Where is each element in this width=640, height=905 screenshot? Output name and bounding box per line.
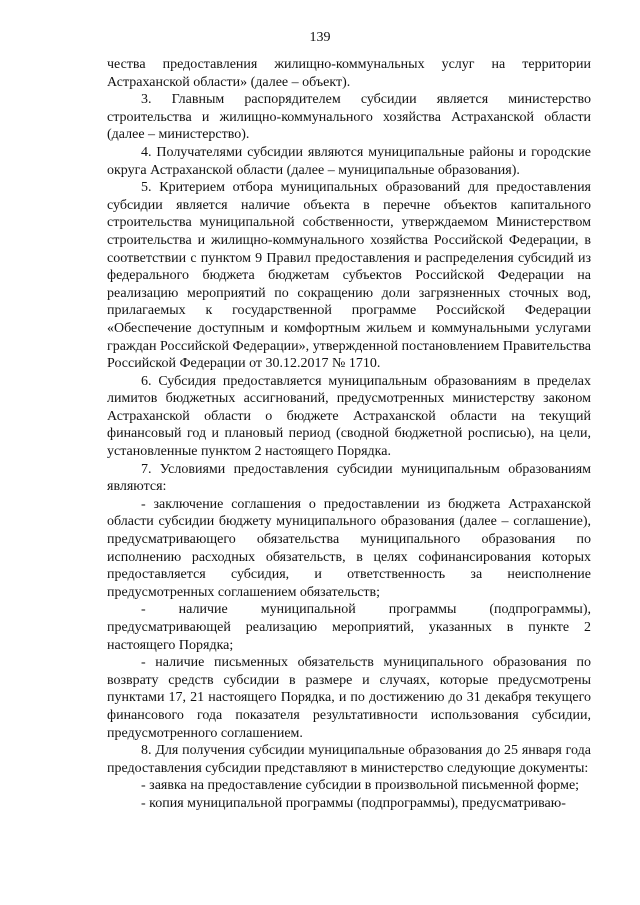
paragraph-item-3: 3. Главным распорядителем субсидии является министерство строительства и жилищно-коммунального хозяйства Астраханской области (далее – министерство). (107, 92, 591, 143)
paragraph-item-6: 6. Субсидия предоставляется муниципальным образованиям в пределах лимитов бюджетных ассигнований, предусмотренных министерству законом Астраханской области о бюджете Астраханской области на текущий финансовый год и плановый период (сводной бюджетной росписью), на цели, установленные пунктом 2 настоящего Порядка. (107, 373, 591, 460)
paragraph-continuation: чества предоставления жилищно-коммунальных услуг на территории Астраханской области» (далее – объект). (107, 57, 591, 90)
page-number: 139 (309, 30, 331, 45)
paragraph-item-5: 5. Критерием отбора муниципальных образований для предоставления субсидии является наличие объекта в перечне объектов капитального строительства муниципальной собственности, утверждаемом Министерством строительства и жилищно-коммунального хозяйства Российской Федерации, в соответствии с пунктом 9 Правил предоставления и распределения субсидий из федерального бюджета бюджетам субъектов Российской Федерации на реализацию мероприятий по сокращению доли загрязненных сточных вод, прилагаемых к государственной программе Российской Федерации «Обеспечение доступным и комфортным жильем и коммунальными услугами граждан Российской Федерации», утвержденной постановлением Правительства Российской Федерации от 30.12.2017 № 1710. (107, 180, 591, 372)
paragraph-item-7: 7. Условиями предоставления субсидии муниципальным образованиям являются: (107, 461, 591, 495)
paragraph-item-8: 8. Для получения субсидии муниципальные образования до 25 января года предоставления субсидии представляют в министерство следующие документы: (107, 743, 591, 776)
document-body (107, 56, 591, 813)
paragraph-item-4: 4. Получателями субсидии являются муниципальные районы и городские округа Астраханской области (далее – муниципальные образования). (107, 144, 591, 178)
paragraph-condition-agreement: - заключение соглашения о предоставлении из бюджета Астраханской области субсидии бюджету муниципального образования (далее – соглашение), предусматривающего обязательства муниципального образования по исполнению расходных обязательств, в целях софинансирования которых предоставляется субсидия, и ответственность за неисполнение предусмотренных соглашением обязательств; (107, 496, 591, 600)
paragraph-condition-obligations: - наличие письменных обязательств муниципального образования по возврату средств субсидии в размере и случаях, которые предусмотрены пунктами 17, 21 настоящего Порядка, и по достижению до 31 декабря текущего финансового года показателя результативности использования субсидии, предусмотренного соглашением. (107, 655, 591, 741)
paragraph-doc-program-copy: - копия муниципальной программы (подпрограммы), предусматриваю- (141, 795, 566, 811)
paragraph-doc-application: - заявка на предоставление субсидии в произвольной письменной форме; (141, 778, 580, 794)
paragraph-condition-program: - наличие муниципальной программы (подпрограммы), предусматривающей реализацию мероприятий, указанных в пункте 2 настоящего Порядка; (107, 602, 591, 653)
